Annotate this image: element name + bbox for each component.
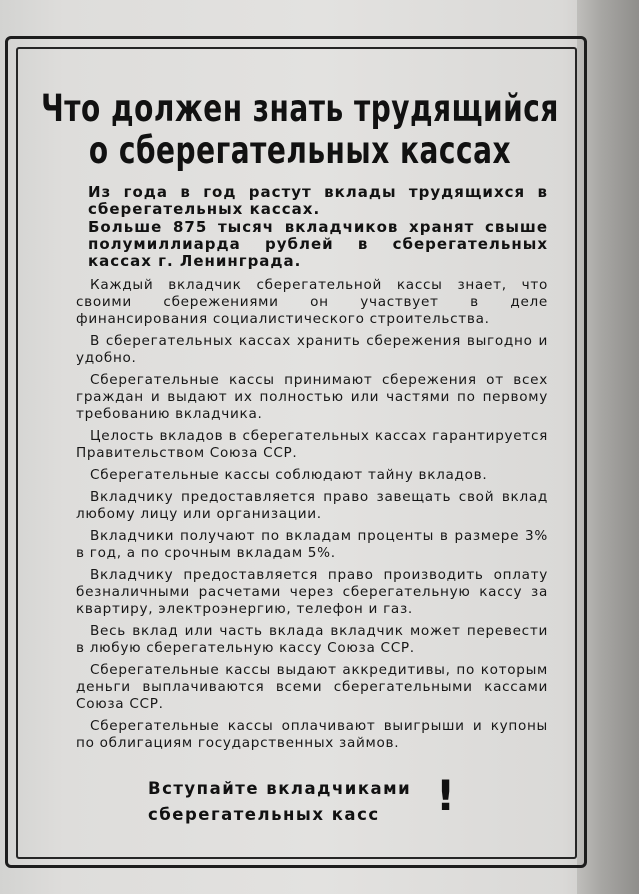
call-to-action	[148, 776, 448, 828]
paragraph-guarantee: Целость вкладов в сберегательных кассах гарантируется Правительством Союза ССР.	[76, 428, 548, 461]
headline-line-1: Что должен знать трудящийся	[41, 86, 559, 131]
paragraph-letters-of-credit: Сберегательные кассы выдают аккредитивы, по которым деньги выплачиваются всеми сберегательными кассами Союза ССР.	[76, 662, 548, 712]
paragraph-bequest: Вкладчику предоставляется право завещать свой вклад любому лицу или организации.	[76, 489, 548, 522]
paragraph-transfer: Весь вклад или часть вклада вкладчик может перевести в любую сберегательную кассу Союза ССР.	[76, 623, 548, 656]
headline-line-2: о сберегательных кассах	[88, 128, 512, 173]
paragraph-accept-deposits: Сберегательные кассы принимают сбережения от всех граждан и выдают их полностью или частями по первому требованию вкладчика.	[76, 372, 548, 422]
lead-paragraph-1: Из года в год растут вклады трудящихся в сберегательных кассах.	[88, 183, 548, 218]
paragraph-participation: Каждый вкладчик сберегательной кассы знает, что своими сбережениями он участвует в деле финансирования социалистического строительства.	[76, 277, 548, 327]
body-text	[76, 277, 548, 752]
call-to-action-line-1: Вступайте вкладчиками	[148, 779, 412, 798]
call-to-action-line-2: сберегательных касс	[148, 805, 380, 824]
paragraph-secrecy: Сберегательные кассы соблюдают тайну вкладов.	[90, 467, 488, 483]
paragraph-cashless-payments: Вкладчику предоставляется право производить оплату безналичными расчетами через сберегательную кассу за квартиру, электроэнергию, телефон и газ.	[76, 567, 548, 617]
paragraph-profitable: В сберегательных кассах хранить сбережения выгодно и удобно.	[76, 333, 548, 366]
paragraph-interest: Вкладчики получают по вкладам проценты в размере 3% в год, а по срочным вкладам 5%.	[76, 528, 548, 561]
exclamation-mark: !	[436, 771, 456, 820]
paragraph-bond-winnings: Сберегательные кассы оплачивают выигрыши и купоны по облигациям государственных займов.	[76, 718, 548, 751]
lead-paragraph-2: Больше 875 тысяч вкладчиков хранят свыше полумиллиарда рублей в сберегательных кассах г. Ленинграда.	[88, 218, 548, 270]
